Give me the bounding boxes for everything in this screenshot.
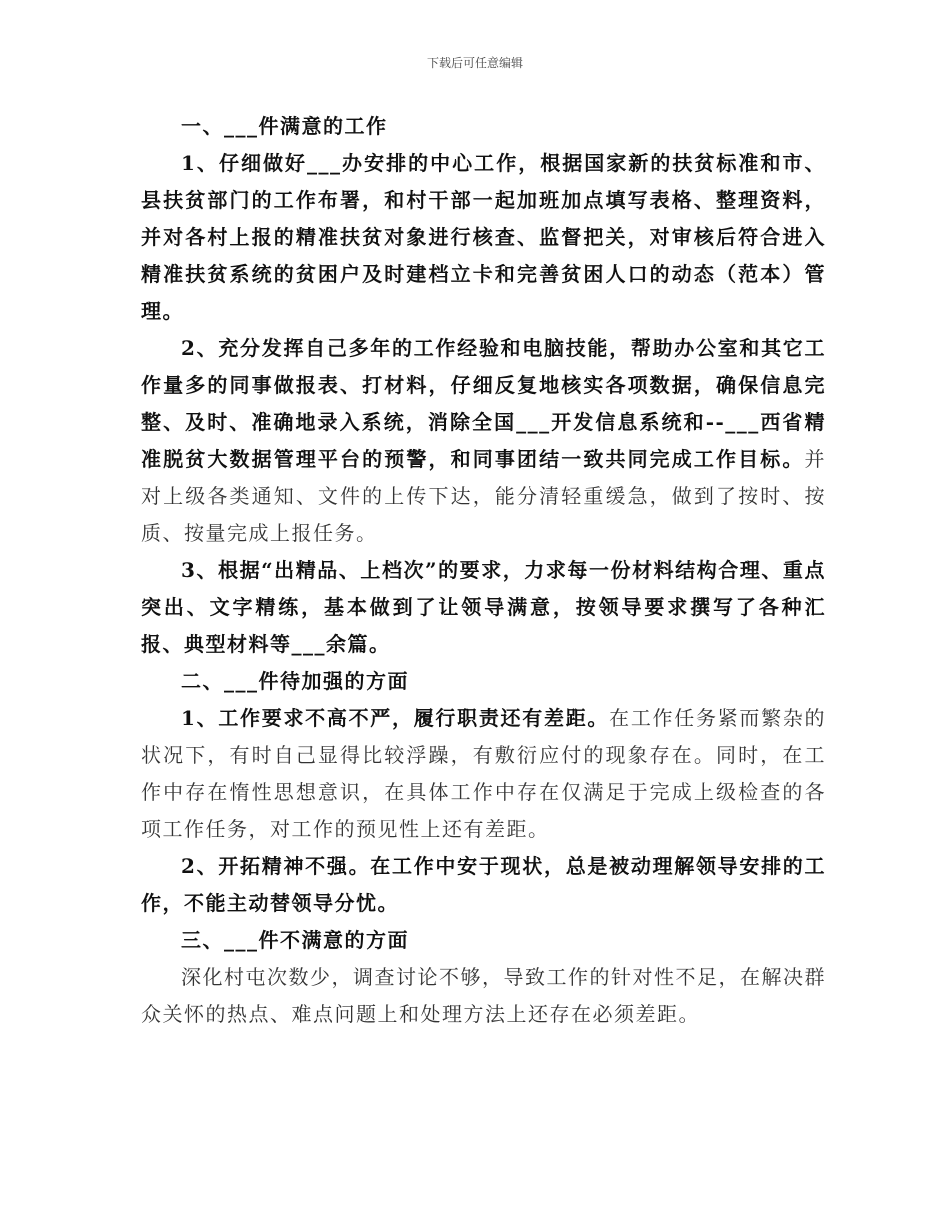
paragraph-1-1 [141,145,826,330]
paragraph-2-1 [141,700,826,848]
paragraph-1-3 [141,552,826,663]
paragraph-normal-text: 在工作任务紧而繁杂的状况下，有时自己显得比较浮躁，有敷衍应付的现象存在。同时，在工作中存在惰性思想意识，在具体工作中存在仅满足于完成上级检查的各项工作任务，对工作的预见性上还有差距。 [141,706,826,841]
paragraph-1-2 [141,330,826,552]
paragraph-2-2 [141,848,826,922]
document-body [141,108,826,1033]
paragraph-normal-text: 并对上级各类通知、文件的上传下达，能分清轻重缓急，做到了按时、按质、按量完成上报任务。 [141,447,826,545]
paragraph-3-1 [141,959,826,1033]
paragraph-bold-text: 3、根据“出精品、上档次”的要求，力求每一份材料结构合理、重点突出、文字精练，基本做到了让领导满意，按领导要求撰写了各种汇报、典型材料等___余篇。 [141,558,826,656]
section-heading-1: 一、___件满意的工作 [181,114,388,138]
section-heading-2: 二、___件待加强的方面 [181,669,409,693]
section-heading-3: 三、___件不满意的方面 [181,928,409,952]
paragraph-bold-text: 1、工作要求不高不严，履行职责还有差距。 [181,706,610,730]
paragraph-bold-text: 2、充分发挥自己多年的工作经验和电脑技能，帮助办公室和其它工作量多的同事做报表、打材料，仔细反复地核实各项数据，确保信息完整、及时、准确地录入系统，消除全国___开发信息系统和--___西省精准脱贫大数据管理平台的预警，和同事团结一致共同完成工作目标。 [141,336,826,471]
paragraph-bold-text: 1、仔细做好___办安排的中心工作，根据国家新的扶贫标准和市、县扶贫部门的工作布署，和村干部一起加班加点填写表格、整理资料，并对各村上报的精准扶贫对象进行核查、监督把关，对审核后符合进入精准扶贫系统的贫困户及时建档立卡和完善贫困人口的动态（范本）管理。 [141,151,826,323]
page-header-note: 下载后可任意编辑 [426,56,523,70]
paragraph-bold-text: 2、开拓精神不强。在工作中安于现状，总是被动理解领导安排的工作，不能主动替领导分忧。 [141,854,826,915]
paragraph-normal-text: 深化村屯次数少，调查讨论不够，导致工作的针对性不足，在解决群众关怀的热点、难点问题上和处理方法上还存在必须差距。 [141,965,826,1026]
